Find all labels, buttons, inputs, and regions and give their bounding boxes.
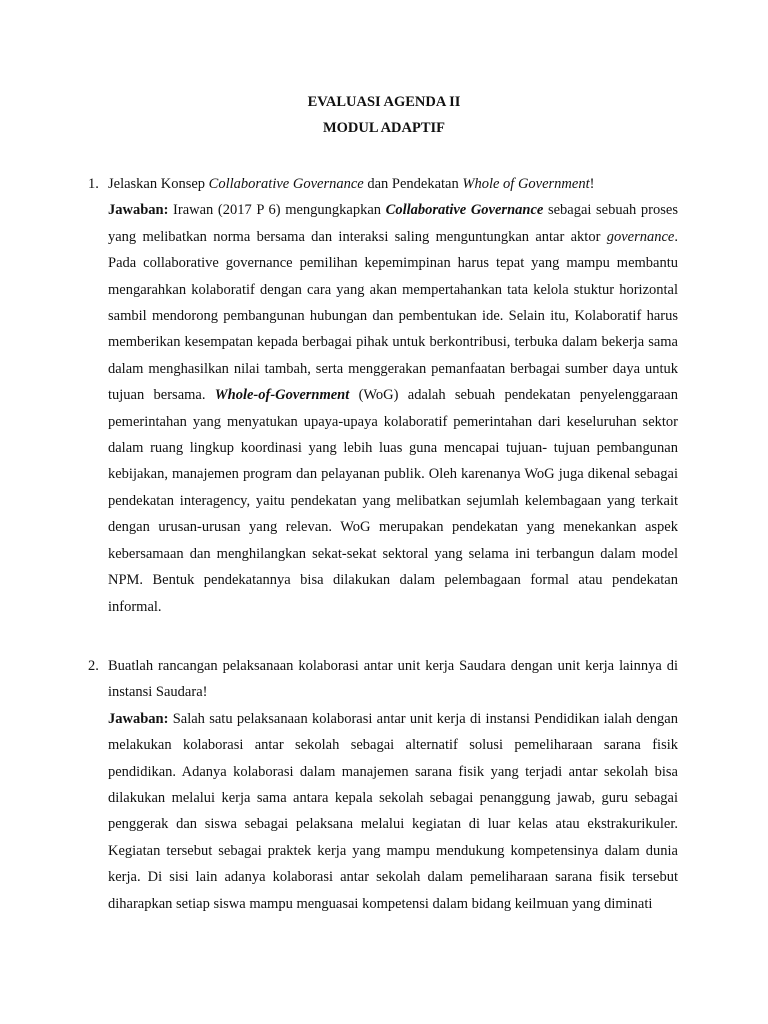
answer-label: Jawaban: bbox=[108, 710, 169, 727]
answer-text: Jawaban: Salah satu pelaksanaan kolaborasi antar unit kerja di instansi Pendidikan ialah dengan melakukan kolaborasi antar sekolah sebagai alternatif solusi pemeliharaan sarana fisik pendidikan. Adanya kolaborasi dalam manajemen sarana fisik yang terjadi antar sekolah bisa dilakukan melalui kerja sama antara kepala sekolah sebagai penanggung jawab, guru sebagai penggerak dan siswa sebagai pelaksana melalui kegiatan di luar kelas atau ekstrakurikuler. Kegiatan tersebut sebagai praktek kerja yang mampu mendukung kompetensinya dalam dunia kerja. Di sisi lain adanya kolaborasi antar sekolah dalam pemeliharaan sarana fisik tersebut diharapkan setiap siswa mampu menguasai kompetensi dalam bidang keilmuan yang diminati bbox=[108, 710, 678, 912]
question-text: Buatlah rancangan pelaksanaan kolaborasi antar unit kerja Saudara dengan unit kerja lainnya di instansi Saudara! bbox=[108, 658, 678, 701]
answer-label: Jawaban: bbox=[108, 202, 169, 219]
question-text: Jelaskan Konsep Collaborative Governance dan Pendekatan Whole of Government! bbox=[108, 176, 595, 192]
answer-text: Jawaban: Irawan (2017 P 6) mengungkapkan Collaborative Governance sebagai sebuah proses yang melibatkan norma bersama dan interaksi saling menguntungkan antar aktor governance. Pada collaborative governance pemilihan kepemimpinan harus tepat yang mampu membantu mengarahkan kolaboratif dengan cara yang akan mempertahankan tata kelola stuktur horizontal sambil mendorong pembangunan hubungan dan pembentukan ide. Selain itu, Kolaboratif harus memberikan kesempatan kepada berbagai pihak untuk berkontribusi, terbuka dalam bekerja sama dalam menghasilkan nilai tambah, serta menggerakan pemanfaatan berbagai sumber daya untuk tujuan bersama. Whole-of-Government (WoG) adalah sebuah pendekatan penyelenggaraan pemerintahan yang menyatukan upaya-upaya kolaboratif pemerintahan dari keseluruhan sektor dalam ruang lingkup koordinasi yang lebih luas guna mencapai tujuan- tujuan pembangunan kebijakan, manajemen program dan pelayanan publik. Oleh karenanya WoG juga dikenal sebagai pendekatan interagency, yaitu pendekatan yang melibatkan sejumlah kelembagaan yang terkait dengan urusan-urusan yang relevan. WoG merupakan pendekatan yang menekankan aspek kebersamaan dan menghilangkan sekat-sekat sektoral yang selama ini terbangun dalam model NPM. Bentuk pendekatannya bisa dilakukan dalam pelembagaan formal atau pendekatan informal. bbox=[108, 202, 678, 615]
item-number: 2. bbox=[88, 658, 99, 674]
item-number: 1. bbox=[88, 176, 99, 192]
document-subtitle: MODUL ADAPTIF bbox=[322, 120, 446, 136]
document-title: EVALUASI AGENDA II bbox=[307, 94, 461, 110]
